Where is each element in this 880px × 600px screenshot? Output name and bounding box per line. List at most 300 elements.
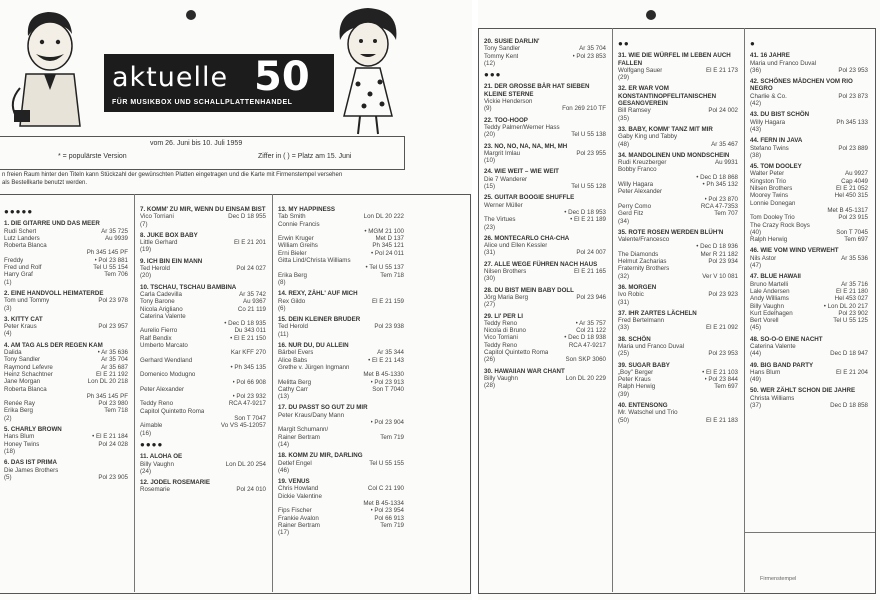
artist: Nicola di Bruno bbox=[484, 327, 526, 335]
catalog-number: • Ph 345 132 bbox=[702, 181, 738, 189]
artist: Fraternity Brothers bbox=[618, 265, 670, 273]
entry-title: 38. SCHÖN bbox=[618, 335, 651, 343]
entry-title: 15. DEIN KLEINER BRUDER bbox=[278, 316, 361, 324]
catalog-number: Ar 35 687 bbox=[101, 363, 128, 371]
artist: (15) bbox=[484, 183, 496, 191]
catalog-number: Au 9931 bbox=[714, 159, 738, 167]
artist: (20) bbox=[484, 131, 496, 139]
entry-line bbox=[750, 395, 868, 402]
chart-entry bbox=[278, 342, 404, 400]
entry-line bbox=[140, 349, 266, 356]
entry-title: 50. WER ZÄHLT SCHON DIE JAHRE bbox=[750, 387, 856, 395]
entry-line bbox=[484, 131, 606, 138]
entry-line bbox=[278, 515, 404, 522]
entry-line bbox=[750, 214, 868, 221]
catalog-number: Pol 23 946 bbox=[576, 293, 606, 301]
entry-title: 6. DAS IST PRIMA bbox=[4, 459, 57, 467]
catalog-number: El E 21 165 bbox=[574, 268, 606, 276]
catalog-number: Pol 24 010 bbox=[236, 486, 266, 494]
entry-line bbox=[278, 257, 404, 264]
chart-entry bbox=[618, 152, 738, 225]
chart-entry bbox=[618, 52, 738, 81]
artist: Gerhard Wendland bbox=[140, 356, 193, 364]
entry-title: 2. EINE HANDVOLL HEIMATERDE bbox=[4, 289, 104, 297]
chart-entry bbox=[140, 479, 266, 494]
catalog-number: Tel U 55 138 bbox=[571, 131, 606, 139]
artist: Rainer Bertram bbox=[278, 433, 320, 441]
entry-line bbox=[750, 200, 868, 207]
entry-line bbox=[4, 228, 128, 235]
artist: Perry Como bbox=[618, 202, 652, 210]
entry-line bbox=[750, 262, 868, 269]
catalog-number: Pol 24 007 bbox=[576, 249, 606, 257]
entry-line bbox=[140, 415, 266, 422]
entry-line bbox=[618, 317, 738, 324]
catalog-number: Pol 23 902 bbox=[838, 309, 868, 317]
punch-hole bbox=[646, 10, 656, 20]
artist: Roberta Blanca bbox=[4, 242, 47, 250]
entry-title: 32. ER WAR VOM KONSTANTINOPFELITANISCHEN GESANGVEREIN bbox=[618, 85, 717, 108]
section-marker: ●●●● bbox=[140, 439, 164, 449]
catalog-number: Met B 45-1317 bbox=[827, 206, 868, 214]
entry-line bbox=[618, 236, 738, 243]
catalog-number: Ph 345 145 PF bbox=[86, 249, 128, 257]
artist: Ivo Robic bbox=[618, 291, 644, 299]
entry-line bbox=[618, 243, 738, 250]
artist: Bärbel Evers bbox=[278, 349, 314, 357]
catalog-number: Tem 718 bbox=[104, 407, 128, 415]
artist: William Greihs bbox=[278, 242, 318, 250]
entry-title: 45. TOM DOOLEY bbox=[750, 163, 802, 171]
entry-line bbox=[618, 174, 738, 181]
logo-number: 50 bbox=[254, 54, 310, 100]
entry-line bbox=[140, 246, 266, 253]
chart-entry bbox=[618, 310, 738, 332]
entry-line bbox=[278, 493, 404, 500]
artist: (7) bbox=[140, 220, 148, 228]
artist: Frankie Avalon bbox=[278, 514, 319, 522]
entry-line bbox=[4, 474, 128, 481]
artist: Roberta Blanca bbox=[4, 385, 47, 393]
entry-title: 16. NUR DU, DU ALLEIN bbox=[278, 342, 349, 350]
artist: Nilsen Brothers bbox=[484, 268, 527, 276]
artist: Hans Blum bbox=[4, 433, 35, 441]
chart-entry bbox=[750, 52, 868, 74]
artist: Harry Graf bbox=[4, 271, 33, 279]
catalog-number: Pol 23 915 bbox=[838, 214, 868, 222]
catalog-number: Pol 23 953 bbox=[838, 66, 868, 74]
catalog-number: • MGM 21 100 bbox=[364, 227, 404, 235]
artist: (28) bbox=[484, 382, 496, 390]
entry-line bbox=[140, 430, 266, 437]
entry-line bbox=[484, 342, 606, 349]
catalog-number: Ar 35 467 bbox=[711, 140, 738, 148]
chart-entry bbox=[4, 426, 128, 455]
entry-line bbox=[4, 371, 128, 378]
catalog-number: Fon 269 210 TF bbox=[562, 105, 606, 113]
entry-line bbox=[278, 250, 404, 257]
entry-line bbox=[618, 166, 738, 173]
artist: Vickie Henderson bbox=[484, 98, 533, 106]
catalog-number: Ph 345 145 PF bbox=[86, 392, 128, 400]
artist: (45) bbox=[750, 324, 762, 332]
catalog-number: • Pol 23 904 bbox=[370, 419, 404, 427]
artist: (36) bbox=[750, 66, 762, 74]
artist: Peter Alexander bbox=[140, 385, 185, 393]
entry-title: 1. DIE GITARRE UND DAS MEER bbox=[4, 220, 100, 228]
entry-title: 48. SO-O-O EINE NACHT bbox=[750, 335, 823, 343]
chart-entry bbox=[484, 117, 606, 139]
section-marker: ●●● bbox=[484, 70, 502, 80]
entry-line bbox=[4, 349, 128, 356]
entry-title: 19. VENUS bbox=[278, 478, 310, 486]
entry-line bbox=[484, 150, 606, 157]
entry-line bbox=[484, 356, 606, 363]
chart-entry bbox=[278, 478, 404, 536]
right-page-column-3 bbox=[750, 38, 868, 413]
catalog-number: Tem 719 bbox=[380, 433, 404, 441]
entry-line bbox=[4, 264, 128, 271]
entry-line bbox=[140, 357, 266, 364]
section-marker: ● bbox=[750, 39, 756, 48]
catalog-number: Son T 7047 bbox=[234, 415, 266, 423]
entry-line bbox=[278, 305, 404, 312]
catalog-number: • El E 21 143 bbox=[368, 356, 404, 364]
catalog-number: • Pol 23 932 bbox=[232, 393, 266, 401]
entry-line bbox=[618, 391, 738, 398]
catalog-number: • El E 21 184 bbox=[92, 433, 128, 441]
punch-hole bbox=[186, 10, 196, 20]
artist: Nils Astor bbox=[750, 254, 777, 262]
entry-line bbox=[278, 242, 404, 249]
catalog-number: • Pol 66 908 bbox=[232, 378, 266, 386]
chart-entry bbox=[484, 287, 606, 309]
catalog-number: El E 21 052 bbox=[836, 185, 868, 193]
catalog-number: • Ar 35 757 bbox=[575, 319, 606, 327]
entry-line bbox=[750, 100, 868, 107]
catalog-number: Au 9939 bbox=[104, 234, 128, 242]
artist: Alice und Ellen Kessler bbox=[484, 242, 548, 250]
entry-line bbox=[140, 408, 266, 415]
entry-line bbox=[278, 500, 404, 507]
artist: Jane Morgan bbox=[4, 378, 41, 386]
artist: Peter Kraus bbox=[4, 323, 37, 331]
artist: Teddy Reno bbox=[140, 400, 174, 408]
artist: Tom Dooley Trio bbox=[750, 214, 795, 222]
entry-line bbox=[278, 386, 404, 393]
artist: Cathy Carr bbox=[278, 385, 308, 393]
catalog-number: El E 21 183 bbox=[706, 416, 738, 424]
chart-entry bbox=[4, 459, 128, 481]
entry-title: 44. FERN IN JAVA bbox=[750, 137, 803, 145]
chart-entry bbox=[750, 111, 868, 133]
entry-title: 37. IHR ZARTES LÄCHELN bbox=[618, 309, 697, 317]
entry-line bbox=[140, 461, 266, 468]
entry-line bbox=[750, 207, 868, 214]
entry-line bbox=[4, 356, 128, 363]
artist: Freddy bbox=[4, 256, 24, 264]
entry-line bbox=[278, 467, 404, 474]
entry-line bbox=[4, 441, 128, 448]
entry-line bbox=[278, 228, 404, 235]
chart-entry bbox=[750, 387, 868, 409]
catalog-number: Au 9927 bbox=[844, 170, 868, 178]
chart-entry bbox=[4, 290, 128, 312]
artist: Jörg Maria Berg bbox=[484, 293, 529, 301]
entry-line bbox=[140, 486, 266, 493]
catalog-number: Ver V 10 081 bbox=[702, 272, 738, 280]
artist: (43) bbox=[750, 125, 762, 133]
artist: Little Gerhard bbox=[140, 239, 178, 247]
entry-title: 5. CHARLY BROWN bbox=[4, 426, 62, 434]
artist: Connie Francis bbox=[278, 220, 320, 228]
artist: Teddy Reno bbox=[484, 341, 518, 349]
entry-line bbox=[618, 291, 738, 298]
entry-title: 36. MORGEN bbox=[618, 283, 657, 291]
section-marker: ●● bbox=[618, 39, 630, 48]
catalog-number: El E 21 173 bbox=[706, 66, 738, 74]
artist: (32) bbox=[618, 272, 630, 280]
chart-entry bbox=[750, 137, 868, 159]
entry-line bbox=[484, 216, 606, 223]
catalog-number: Pol 23 980 bbox=[98, 400, 128, 408]
entry-line bbox=[618, 350, 738, 357]
artist: Erni Bieler bbox=[278, 249, 307, 257]
entry-title: 12. JODEL ROSEMARIE bbox=[140, 479, 211, 487]
chart-entry bbox=[618, 402, 738, 424]
catalog-number: El E 21 159 bbox=[372, 297, 404, 305]
entry-title: 47. BLUE HAWAII bbox=[750, 273, 801, 281]
entry-line bbox=[278, 419, 404, 426]
artist: Detlef Engel bbox=[278, 459, 312, 467]
catalog-number: • Pol 23 913 bbox=[370, 378, 404, 386]
catalog-number: Pol 24 027 bbox=[236, 265, 266, 273]
entry-line bbox=[750, 119, 868, 126]
artist: Erika Berg bbox=[278, 271, 307, 279]
entry-line bbox=[618, 417, 738, 424]
catalog-number: RCA 47-7353 bbox=[700, 202, 738, 210]
chart-entry bbox=[750, 163, 868, 243]
entry-line bbox=[140, 468, 266, 475]
artist: Rudi Kreuzberger bbox=[618, 159, 667, 167]
artist: Chris Howland bbox=[278, 485, 319, 493]
catalog-number: Dec D 18 947 bbox=[830, 350, 868, 358]
artist: Lonnie Donegan bbox=[750, 199, 796, 207]
entry-line bbox=[278, 323, 404, 330]
artist: (18) bbox=[4, 447, 16, 455]
artist: Gaby King und Tabby bbox=[618, 133, 678, 141]
artist: Peter Kraus/Dany Mann bbox=[278, 411, 345, 419]
company-stamp-label: Firmenstempel bbox=[760, 576, 797, 582]
entry-title: 28. DU BIST MEIN BABY DOLL bbox=[484, 286, 574, 294]
catalog-number: • Pol 23 870 bbox=[704, 195, 738, 203]
cartoon-man-illustration bbox=[6, 6, 92, 136]
entry-line bbox=[140, 272, 266, 279]
catalog-number: • Dec D 18 868 bbox=[696, 173, 738, 181]
artist: The Crazy Rock Boys bbox=[750, 221, 810, 229]
entry-line bbox=[484, 124, 606, 131]
catalog-number: • Lon DL 20 217 bbox=[823, 302, 868, 310]
chart-entry bbox=[618, 126, 738, 148]
catalog-number: Col C 21 190 bbox=[367, 485, 404, 493]
catalog-number: Tel U 55 154 bbox=[93, 264, 128, 272]
entry-line bbox=[750, 170, 868, 177]
catalog-number: Met D 137 bbox=[375, 235, 404, 243]
artist: (9) bbox=[484, 105, 492, 113]
entry-line bbox=[618, 343, 738, 350]
artist: Margit Schumann/ bbox=[278, 426, 329, 434]
instructions-line2: als Bestellkarte benutzt werden. bbox=[2, 179, 88, 186]
entry-title: 35. ROTE ROSEN WERDEN BLÜH'N bbox=[618, 228, 724, 236]
artist: Bruno Martelli bbox=[750, 280, 789, 288]
entry-line bbox=[278, 412, 404, 419]
artist: Billy Vaughn bbox=[140, 460, 174, 468]
artist: Maria und Franco Duval bbox=[750, 59, 817, 67]
artist: (14) bbox=[278, 440, 290, 448]
artist: (10) bbox=[484, 157, 496, 165]
entry-line bbox=[278, 279, 404, 286]
catalog-number: Tem 697 bbox=[844, 236, 868, 244]
catalog-number: • Tel U 55 137 bbox=[365, 264, 404, 272]
entry-line bbox=[750, 192, 868, 199]
artist: Heinz Schachtner bbox=[4, 370, 53, 378]
catalog-number: • Dec D 18 953 bbox=[564, 208, 606, 216]
entry-line bbox=[4, 330, 128, 337]
entry-line bbox=[4, 433, 128, 440]
entry-line bbox=[4, 249, 128, 256]
entry-line bbox=[4, 279, 128, 286]
entry-line bbox=[618, 273, 738, 280]
artist: Helmut Zacharias bbox=[618, 258, 667, 266]
artist: Caterina Valente bbox=[140, 312, 186, 320]
catalog-number: El E 21 180 bbox=[836, 287, 868, 295]
catalog-number: Pol 23 953 bbox=[708, 350, 738, 358]
catalog-number: Son T 7040 bbox=[372, 385, 404, 393]
artist: Walter Peter bbox=[750, 170, 785, 178]
artist: Rex Gildo bbox=[278, 297, 306, 305]
entry-title: 39. SUGAR BABY bbox=[618, 361, 670, 369]
entry-line bbox=[4, 297, 128, 304]
entry-line bbox=[140, 335, 266, 342]
entry-title: 43. DU BIST SCHÖN bbox=[750, 111, 810, 119]
entry-line bbox=[140, 393, 266, 400]
entry-title: 40. ENTENSONG bbox=[618, 402, 668, 410]
chart-entry bbox=[750, 336, 868, 358]
entry-line bbox=[484, 45, 606, 52]
entry-line bbox=[4, 400, 128, 407]
logo-word: aktuelle bbox=[112, 62, 229, 93]
entry-line bbox=[278, 426, 404, 433]
entry-line bbox=[278, 434, 404, 441]
entry-line bbox=[278, 235, 404, 242]
catalog-number: Pol 24 028 bbox=[98, 440, 128, 448]
entry-line bbox=[4, 415, 128, 422]
entry-title: 14. REXY, ZÄHL' AUF MICH bbox=[278, 290, 358, 298]
artist: (1) bbox=[4, 278, 12, 286]
artist: (47) bbox=[750, 262, 762, 270]
entry-title: 10. TSCHAU, TSCHAU BAMBINA bbox=[140, 283, 237, 291]
entry-line bbox=[4, 386, 128, 393]
entry-line bbox=[278, 349, 404, 356]
entry-line bbox=[750, 152, 868, 159]
entry-title: 23. NO, NO, NA, NA, MH, MH bbox=[484, 142, 568, 150]
artist: Lutz Landers bbox=[4, 234, 40, 242]
entry-line bbox=[484, 176, 606, 183]
entry-line bbox=[278, 272, 404, 279]
catalog-number: Pol 23 873 bbox=[838, 92, 868, 100]
artist: (25) bbox=[618, 350, 630, 358]
entry-line bbox=[750, 281, 868, 288]
entry-line bbox=[140, 239, 266, 246]
artist: (3) bbox=[4, 304, 12, 312]
entry-line bbox=[750, 376, 868, 383]
artist: Erika Berg bbox=[4, 407, 33, 415]
chart-entry bbox=[750, 78, 868, 107]
artist: Willy Hagara bbox=[750, 118, 786, 126]
entry-line bbox=[750, 350, 868, 357]
entry-title: 18. KOMM ZU MIR, DARLING bbox=[278, 452, 363, 460]
entry-line bbox=[618, 265, 738, 272]
entry-line bbox=[618, 181, 738, 188]
artist: Peter Kraus bbox=[618, 376, 651, 384]
catalog-number: • Pol 23 954 bbox=[370, 507, 404, 515]
entry-line bbox=[618, 203, 738, 210]
artist: Valente/Francesco bbox=[618, 236, 670, 244]
artist: (19) bbox=[140, 246, 152, 254]
entry-line bbox=[278, 379, 404, 386]
entry-line bbox=[750, 185, 868, 192]
artist: Die 7 Wanderer bbox=[484, 175, 528, 183]
entry-line bbox=[750, 288, 868, 295]
chart-entry bbox=[278, 290, 404, 312]
entry-line bbox=[4, 407, 128, 414]
entry-line bbox=[618, 258, 738, 265]
catalog-number: El E 21 092 bbox=[706, 324, 738, 332]
entry-title: 22. TOO-HOOP bbox=[484, 116, 528, 124]
catalog-number: Ph 345 133 bbox=[836, 118, 868, 126]
artist: (46) bbox=[278, 466, 290, 474]
entry-title: 3. KITTY CAT bbox=[4, 315, 43, 323]
entry-line bbox=[750, 126, 868, 133]
entry-line bbox=[618, 218, 738, 225]
catalog-number: Son SKP 3060 bbox=[565, 356, 606, 364]
catalog-number: Ar 35 716 bbox=[841, 280, 868, 288]
catalog-number: Lon DL 20 218 bbox=[87, 378, 128, 386]
artist: (16) bbox=[140, 429, 152, 437]
catalog-number: Lon DL 20 229 bbox=[565, 374, 606, 382]
artist: Vico Torriani bbox=[140, 213, 174, 221]
catalog-number: RCA 47-9217 bbox=[568, 341, 606, 349]
catalog-number: • Pol 23 844 bbox=[704, 376, 738, 384]
artist: Tony Sandler bbox=[484, 45, 521, 53]
entry-line bbox=[278, 213, 404, 220]
entry-line bbox=[750, 317, 868, 324]
chart-entry bbox=[618, 85, 738, 121]
entry-line bbox=[484, 183, 606, 190]
artist: (20) bbox=[140, 272, 152, 280]
catalog-number: Cap 4049 bbox=[841, 177, 868, 185]
artist: Mr. Watschel und Trio bbox=[618, 409, 678, 417]
entry-title: 4. AM TAG ALS DER REGEN KAM bbox=[4, 341, 103, 349]
entry-line bbox=[750, 229, 868, 236]
chart-entry bbox=[278, 206, 404, 286]
artist: Tommy Kent bbox=[484, 52, 519, 60]
entry-line bbox=[278, 264, 404, 271]
catalog-number: Hel 450 315 bbox=[834, 192, 868, 200]
artist: (31) bbox=[484, 249, 496, 257]
entry-title: 26. MONTECARLO CHA-CHA bbox=[484, 234, 570, 242]
artist: Tony Barone bbox=[140, 298, 175, 306]
